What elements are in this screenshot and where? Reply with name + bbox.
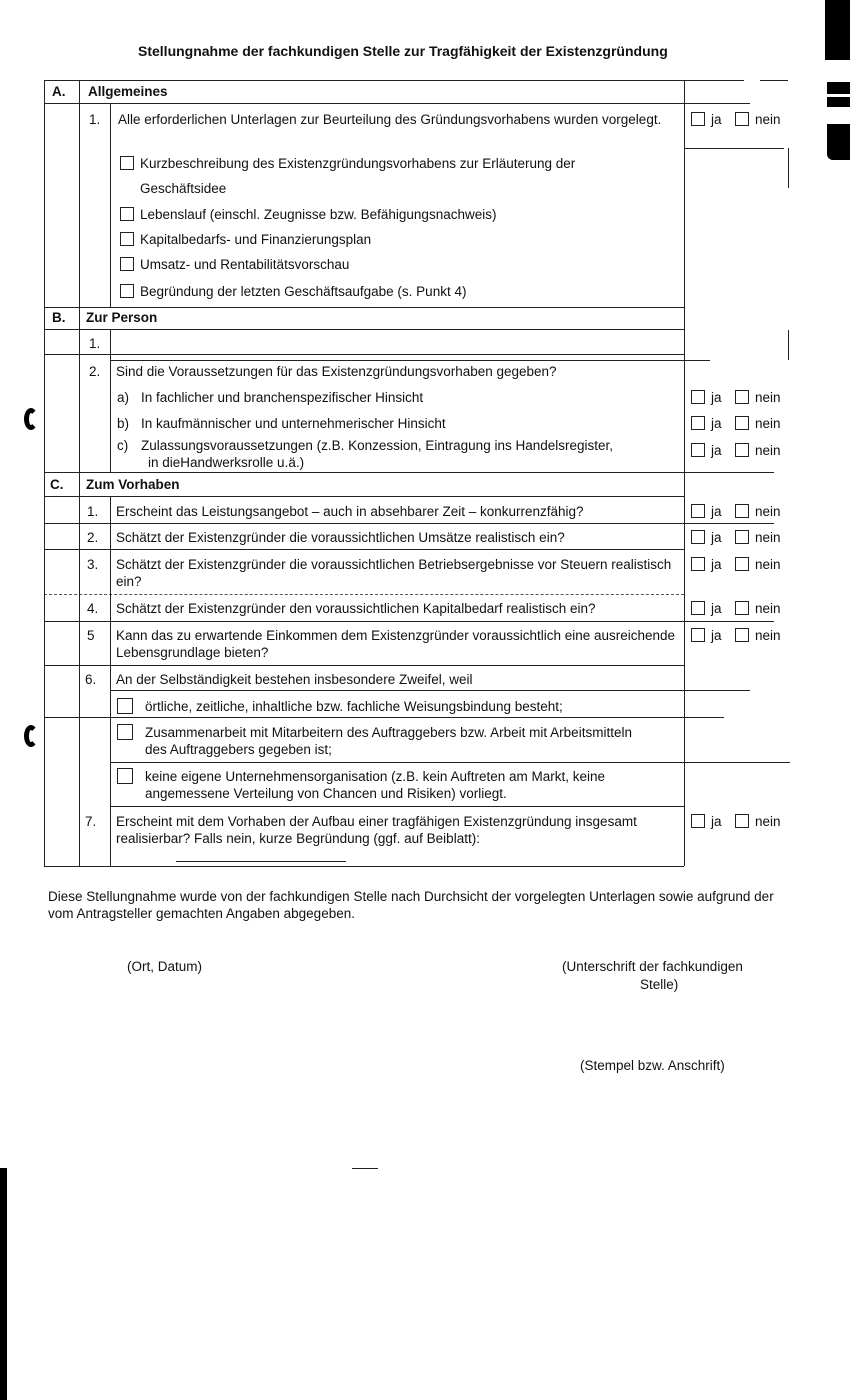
section-a-heading: Allgemeines — [88, 84, 168, 99]
c-q4-nein-label: nein — [755, 601, 781, 616]
c-q6-number: 6. — [85, 672, 97, 687]
c-q2-ja-label: ja — [711, 530, 722, 545]
c-q5-ja-checkbox[interactable] — [691, 628, 705, 642]
scan-edge-mark — [827, 82, 850, 94]
doc-lebenslauf-checkbox[interactable] — [120, 207, 134, 221]
b-q2-text: Sind die Voraussetzungen für das Existenzgründungsvorhaben gegeben? — [116, 364, 557, 379]
c-q5-text: Kann das zu erwartende Einkommen dem Existenzgründer voraussichtlich eine ausreichende Lebensgrundlage bieten? — [116, 628, 676, 660]
b-q2c-ja-checkbox[interactable] — [691, 443, 705, 457]
scan-edge-mark — [825, 0, 850, 60]
c-q1-nein-label: nein — [755, 504, 781, 519]
c-q4-text: Schätzt der Existenzgründer den voraussichtlichen Kapitalbedarf realistisch ein? — [116, 601, 596, 616]
b-q2c-ja-label: ja — [711, 443, 722, 458]
b-q2a-ja-checkbox[interactable] — [691, 390, 705, 404]
c-q3-ja-label: ja — [711, 557, 722, 572]
c-q1-ja-checkbox[interactable] — [691, 504, 705, 518]
doc-umsatz-label: Umsatz- und Rentabilitätsvorschau — [140, 257, 350, 272]
doubt-organisation-label: keine eigene Unternehmensorganisation (z.B. kein Auftreten am Markt, keine angemessene Verteilung von Chancen und Risiken) vorliegt. — [145, 769, 606, 801]
b-q2c-mark: c) — [117, 438, 129, 453]
a-q1-nein-checkbox[interactable] — [735, 112, 749, 126]
scan-edge-mark — [0, 1168, 7, 1400]
b-q2c-text: Zulassungsvoraussetzungen (z.B. Konzession, Eintragung ins Handelsregister, — [141, 438, 614, 453]
a-q1-ja-label: ja — [711, 112, 722, 127]
b-q2a-text: In fachlicher und branchenspezifischer Hinsicht — [141, 390, 424, 405]
statement-text: Diese Stellungnahme wurde von der fachkundigen Stelle nach Durchsicht der vorgelegten Unterlagen sowie aufgrund der vom Antragsteller gemachten Angaben abgegeben. — [48, 889, 774, 921]
c-q4-nein-checkbox[interactable] — [735, 601, 749, 615]
c-q7-ja-checkbox[interactable] — [691, 814, 705, 828]
place-date-caption: (Ort, Datum) — [127, 959, 203, 974]
c-q7-text: Erscheint mit dem Vorhaben der Aufbau einer tragfähigen Existenzgründung insgesamt realisierbar? Falls nein, kurze Begründung (ggf. auf Beiblatt): — [116, 814, 637, 846]
doc-lebenslauf-label: Lebenslauf (einschl. Zeugnisse bzw. Befähigungsnachweis) — [140, 207, 497, 222]
c-q3-nein-label: nein — [755, 557, 781, 572]
scan-mark — [352, 1168, 378, 1169]
c-q2-nein-checkbox[interactable] — [735, 530, 749, 544]
doc-kapitalbedarf-checkbox[interactable] — [120, 232, 134, 246]
scan-edge-mark — [827, 97, 850, 107]
b-q2a-nein-label: nein — [755, 390, 781, 405]
section-b-letter: B. — [52, 310, 66, 325]
b-q2c-text-cont: in dieHandwerksrolle u.ä.) — [148, 455, 305, 470]
doc-kapitalbedarf-label: Kapitalbedarfs- und Finanzierungsplan — [140, 232, 372, 247]
doc-kurzbeschreibung-checkbox[interactable] — [120, 156, 134, 170]
section-b-heading: Zur Person — [86, 310, 158, 325]
page-title: Stellungnahme der fachkundigen Stelle zur Tragfähigkeit der Existenzgründung — [138, 43, 668, 59]
a-q1-ja-checkbox[interactable] — [691, 112, 705, 126]
b-q2-number: 2. — [89, 364, 101, 379]
c-q3-nein-checkbox[interactable] — [735, 557, 749, 571]
punch-hole-mark — [24, 408, 38, 430]
c-q7-ja-label: ja — [711, 814, 722, 829]
c-q4-ja-label: ja — [711, 601, 722, 616]
doubt-organisation-checkbox[interactable] — [117, 768, 133, 784]
doubt-weisungsbindung-label: örtliche, zeitliche, inhaltliche bzw. fachliche Weisungsbindung besteht; — [145, 699, 563, 714]
c-q7-reason-line[interactable] — [176, 861, 346, 862]
b-q2b-text: In kaufmännischer und unternehmerischer Hinsicht — [141, 416, 446, 431]
doubt-zusammenarbeit-label: Zusammenarbeit mit Mitarbeitern des Auftraggebers bzw. Arbeit mit Arbeitsmitteln des Auftraggebers gegeben ist; — [145, 725, 632, 757]
doc-umsatz-checkbox[interactable] — [120, 257, 134, 271]
c-q7-number: 7. — [85, 814, 97, 829]
b-q2b-nein-label: nein — [755, 416, 781, 431]
b-q2b-mark: b) — [117, 416, 130, 431]
doubt-zusammenarbeit-checkbox[interactable] — [117, 724, 133, 740]
c-q5-nein-checkbox[interactable] — [735, 628, 749, 642]
c-q7-nein-checkbox[interactable] — [735, 814, 749, 828]
c-q5-nein-label: nein — [755, 628, 781, 643]
b-q2c-nein-label: nein — [755, 443, 781, 458]
c-q2-nein-label: nein — [755, 530, 781, 545]
c-q1-ja-label: ja — [711, 504, 722, 519]
b-q2a-mark: a) — [117, 390, 130, 405]
b-q1-number: 1. — [89, 336, 101, 351]
c-q4-number: 4. — [87, 601, 99, 616]
doc-kurzbeschreibung-label: Kurzbeschreibung des Existenzgründungsvorhabens zur Erläuterung der — [140, 156, 576, 171]
section-a-letter: A. — [52, 84, 66, 99]
a-q1-text: Alle erforderlichen Unterlagen zur Beurteilung des Gründungsvorhabens wurden vorgelegt. — [118, 112, 662, 127]
doubt-weisungsbindung-checkbox[interactable] — [117, 698, 133, 714]
c-q2-text: Schätzt der Existenzgründer die voraussichtlichen Umsätze realistisch ein? — [116, 530, 565, 545]
signature-caption: (Unterschrift der fachkundigen — [562, 959, 743, 974]
c-q3-number: 3. — [87, 557, 99, 572]
scan-edge-mark — [827, 124, 850, 160]
c-q1-nein-checkbox[interactable] — [735, 504, 749, 518]
c-q5-ja-label: ja — [711, 628, 722, 643]
c-q4-ja-checkbox[interactable] — [691, 601, 705, 615]
section-c-letter: C. — [50, 477, 64, 492]
b-q2c-nein-checkbox[interactable] — [735, 443, 749, 457]
c-q2-number: 2. — [87, 530, 99, 545]
c-q5-number: 5 — [87, 628, 95, 643]
b-q2b-ja-checkbox[interactable] — [691, 416, 705, 430]
punch-hole-mark — [24, 725, 38, 747]
b-q2a-ja-label: ja — [711, 390, 722, 405]
doc-kurzbeschreibung-label-cont: Geschäftsidee — [140, 181, 227, 196]
doc-geschaeftsaufgabe-checkbox[interactable] — [120, 284, 134, 298]
stamp-caption: (Stempel bzw. Anschrift) — [580, 1058, 725, 1073]
c-q3-text: Schätzt der Existenzgründer die voraussichtlichen Betriebsergebnisse vor Steuern realistisch ein? — [116, 557, 672, 589]
a-q1-nein-label: nein — [755, 112, 781, 127]
b-q2b-nein-checkbox[interactable] — [735, 416, 749, 430]
doc-geschaeftsaufgabe-label: Begründung der letzten Geschäftsaufgabe (s. Punkt 4) — [140, 284, 467, 299]
b-q2b-ja-label: ja — [711, 416, 722, 431]
b-q2a-nein-checkbox[interactable] — [735, 390, 749, 404]
a-q1-number: 1. — [89, 112, 101, 127]
signature-caption-cont: Stelle) — [640, 977, 679, 992]
c-q2-ja-checkbox[interactable] — [691, 530, 705, 544]
c-q1-text: Erscheint das Leistungsangebot – auch in absehbarer Zeit – konkurrenzfähig? — [116, 504, 584, 519]
c-q6-text: An der Selbständigkeit bestehen insbesondere Zweifel, weil — [116, 672, 473, 687]
c-q7-nein-label: nein — [755, 814, 781, 829]
c-q3-ja-checkbox[interactable] — [691, 557, 705, 571]
section-c-heading: Zum Vorhaben — [86, 477, 180, 492]
c-q1-number: 1. — [87, 504, 99, 519]
